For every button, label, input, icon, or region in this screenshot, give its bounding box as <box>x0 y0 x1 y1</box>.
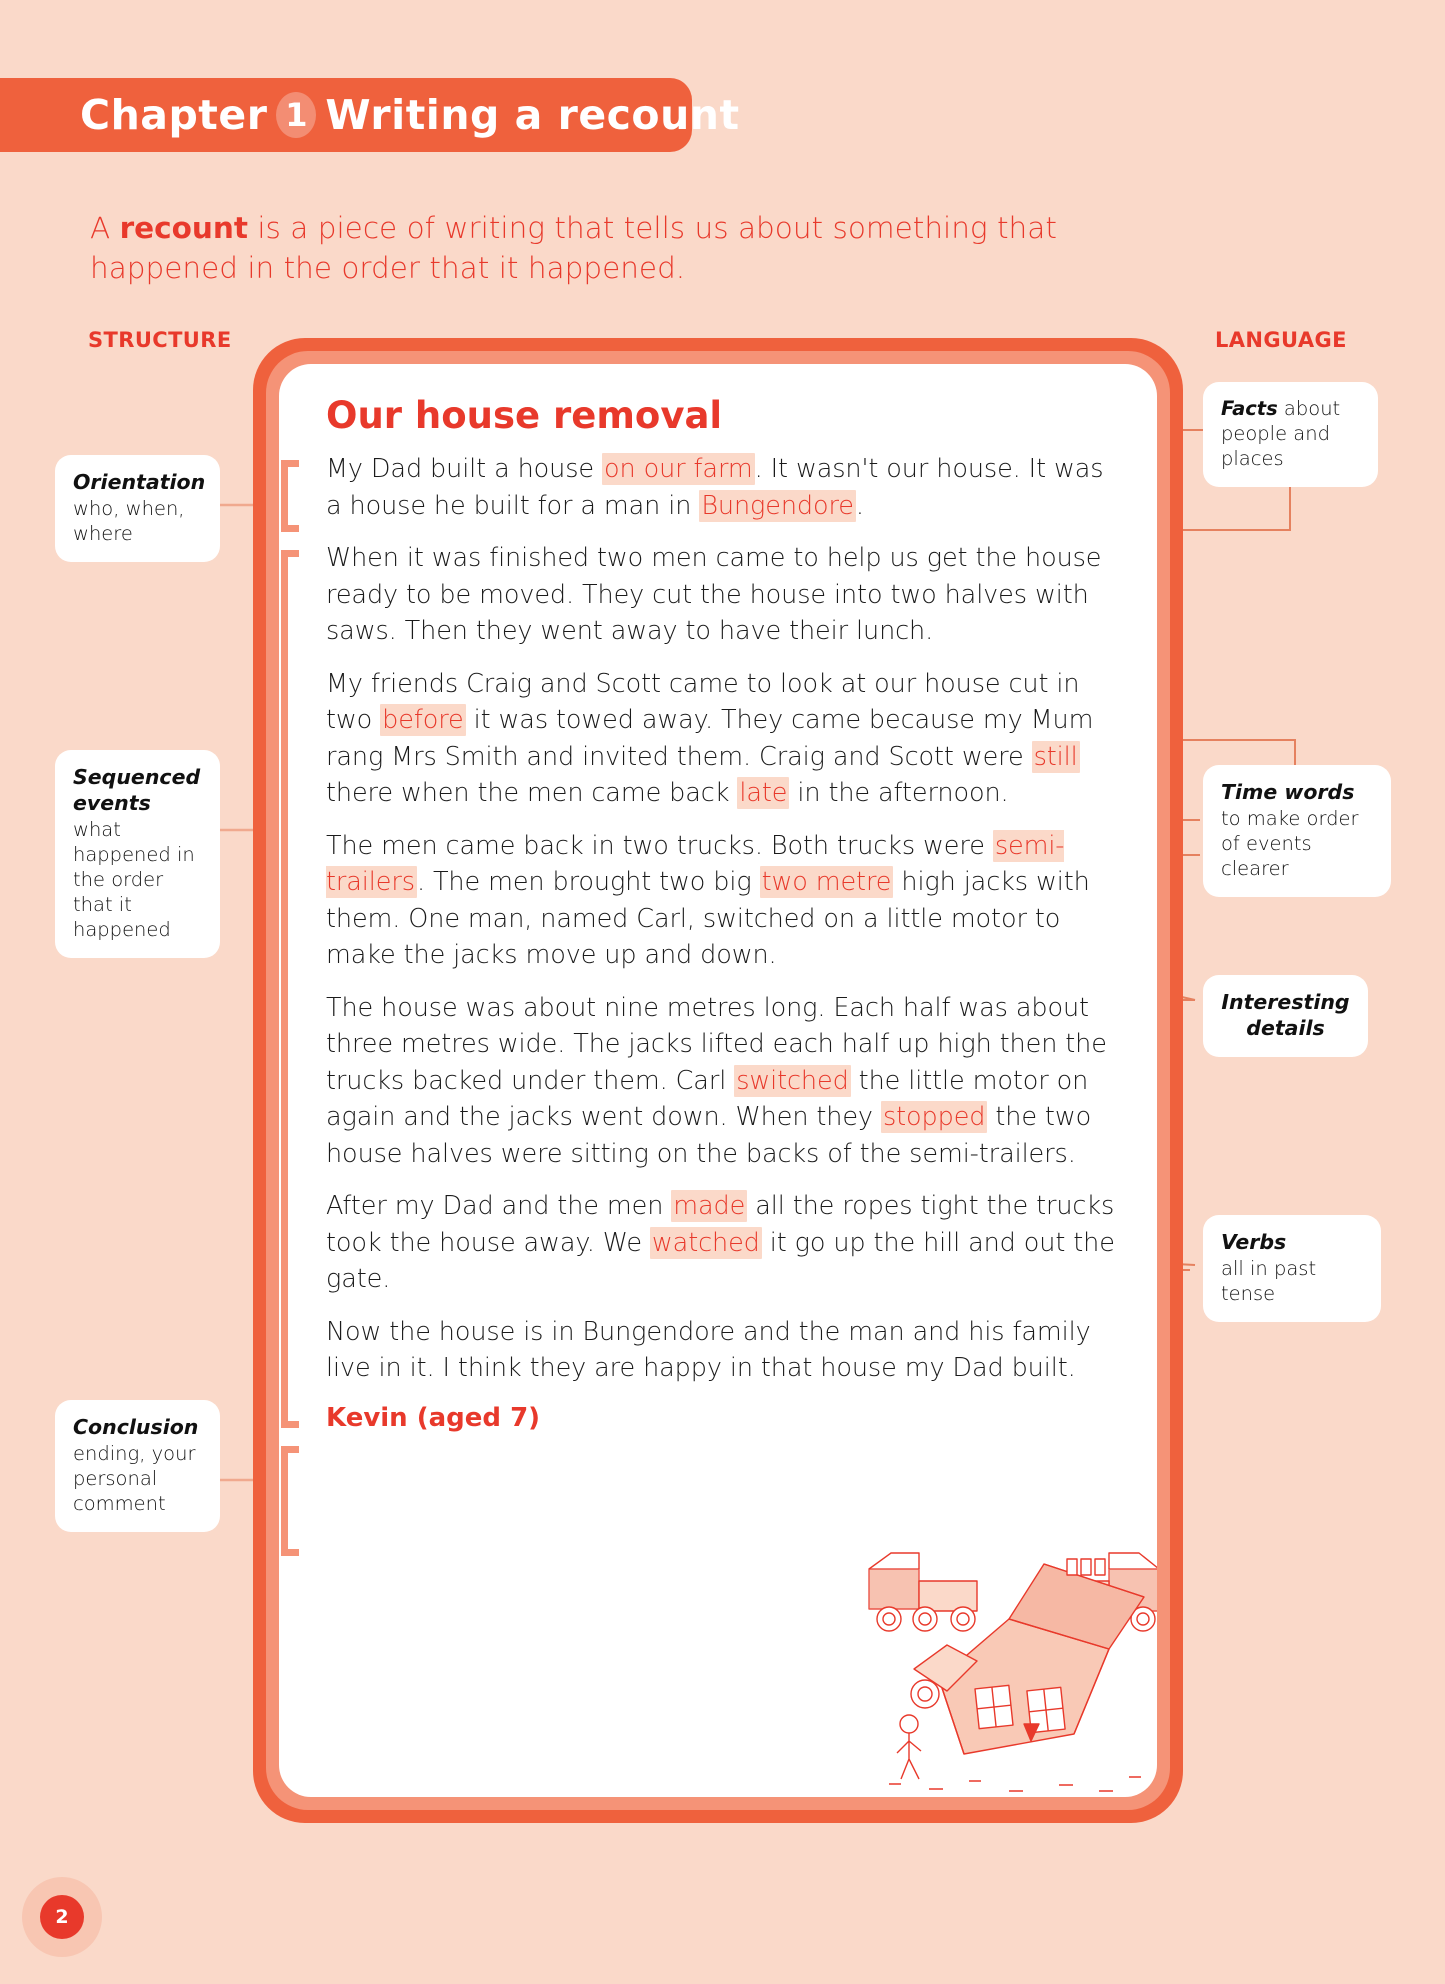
paragraph-text: the two house halves were sitting on the backs of the semi-trailers. <box>326 1102 1092 1169</box>
paragraph-text: My Dad built a house <box>326 454 603 484</box>
story-paragraph <box>326 451 1116 524</box>
callout-sequenced-events-title: Sequenced events <box>73 765 201 815</box>
intro-paragraph <box>90 208 1130 288</box>
paragraph-text: My friends Craig and Scott came to look at our house cut in two <box>326 668 1080 735</box>
callout-facts-body: about people and places <box>1221 397 1341 470</box>
paragraph-text: it was towed away. They came because my Mum rang Mrs Smith and invited them. Craig and Scott were <box>326 705 1094 772</box>
callout-interesting-details[interactable] <box>1203 975 1368 1057</box>
chapter-banner <box>0 78 740 152</box>
callout-sequenced-events-body: what happened in the order that it happened <box>73 818 195 941</box>
story-paragraph <box>326 666 1116 812</box>
paragraph-text: high jacks with them. One man, named Carl, switched on a little motor to make the jacks move up and down. <box>326 867 1090 970</box>
highlighted-phrase: on our farm <box>604 454 753 484</box>
chapter-number: 1 <box>285 96 308 134</box>
bracket-sequenced-events <box>281 550 299 1428</box>
house-being-moved-on-truck-illustration <box>859 1519 1157 1797</box>
highlighted-phrase: before <box>382 705 464 735</box>
chapter-number-badge <box>276 92 316 138</box>
paragraph-text: in the afternoon. <box>789 778 1009 808</box>
bracket-conclusion <box>281 1446 299 1556</box>
story-panel <box>279 364 1157 1797</box>
structure-column-heading: STRUCTURE <box>88 328 232 352</box>
callout-facts[interactable] <box>1203 382 1378 487</box>
intro-keyword: recount <box>119 211 248 245</box>
language-column-heading: LANGUAGE <box>1215 328 1347 352</box>
highlighted-phrase: two metre <box>761 867 892 897</box>
highlighted-phrase: still <box>1033 741 1078 772</box>
callout-conclusion-title: Conclusion <box>73 1415 199 1439</box>
intro-after: is a piece of writing that tells us about something that happened in the order that it happened. <box>90 211 1057 285</box>
story-panel-border-inner <box>266 351 1170 1810</box>
callout-orientation[interactable] <box>55 455 220 562</box>
story-paragraph <box>326 1314 1116 1387</box>
story-body <box>316 394 1116 1433</box>
intro-before: A <box>90 211 120 245</box>
callout-time-words-title: Time words <box>1221 780 1355 804</box>
highlighted-phrase: watched <box>651 1227 760 1258</box>
paragraph-text: The house was about nine metres long. Each half was about three metres wide. The jacks lifted each half up high then the trucks backed under them. Carl <box>326 992 1107 1096</box>
story-paragraph <box>326 828 1116 974</box>
bracket-orientation <box>281 460 299 532</box>
story-paragraph <box>326 540 1116 650</box>
paragraph-text: After my Dad and the men <box>326 1191 672 1221</box>
paragraph-text: all the ropes tight the trucks took the house away. We <box>326 1191 1115 1258</box>
chapter-title: Writing a recount <box>325 91 740 139</box>
highlighted-phrase: semi-trailers <box>326 830 1065 897</box>
highlighted-phrase: switched <box>736 1065 849 1096</box>
callout-time-words-body: to make order of events clearer <box>1221 807 1359 880</box>
story-byline: Kevin (aged 7) <box>326 1402 541 1433</box>
chapter-word: Chapter <box>80 91 268 139</box>
callout-conclusion[interactable] <box>55 1400 220 1532</box>
callout-time-words[interactable] <box>1203 765 1391 897</box>
story-title: Our house removal <box>326 394 723 437</box>
callout-facts-title: Facts <box>1221 397 1278 420</box>
page-number-badge: 2 <box>40 1895 84 1939</box>
highlighted-phrase: Bungendore <box>701 490 854 521</box>
story-panel-border-outer <box>253 338 1183 1823</box>
paragraph-text: The men came back in two trucks. Both trucks were <box>326 830 993 861</box>
story-paragraph <box>326 990 1116 1173</box>
paragraph-text: it go up the hill and out the gate. <box>326 1227 1115 1294</box>
paragraph-text: . The men brought two big <box>416 867 760 897</box>
callout-interesting-details-title: Interesting details <box>1221 990 1350 1040</box>
paragraph-text: . <box>855 490 864 521</box>
story-paragraph-list <box>316 451 1116 1387</box>
story-paragraph <box>326 1188 1116 1298</box>
callout-verbs[interactable] <box>1203 1215 1381 1322</box>
paragraph-text: When it was finished two men came to help us get the house ready to be moved. They cut the house into two halves with saws. Then they went away to have their lunch. <box>326 543 1102 646</box>
paragraph-text: the little motor on again and the jacks went down. When they <box>326 1065 1089 1132</box>
highlighted-phrase: late <box>739 778 788 808</box>
callout-verbs-title: Verbs <box>1221 1230 1287 1254</box>
callout-sequenced-events[interactable] <box>55 750 220 958</box>
highlighted-phrase: stopped <box>882 1102 986 1132</box>
callout-verbs-body: all in past tense <box>1221 1257 1317 1305</box>
highlighted-phrase: made <box>673 1191 746 1221</box>
paragraph-text: . It wasn't our house. It was a house he built for a man in <box>326 454 1104 521</box>
callout-orientation-title: Orientation <box>73 470 206 494</box>
callout-orientation-body: who, when, where <box>73 497 185 545</box>
paragraph-text: there when the men came back <box>326 778 738 808</box>
paragraph-text: Now the house is in Bungendore and the man and his family live in it. I think they are happy in that house my Dad built. <box>326 1316 1091 1383</box>
callout-conclusion-body: ending, your personal comment <box>73 1442 196 1515</box>
